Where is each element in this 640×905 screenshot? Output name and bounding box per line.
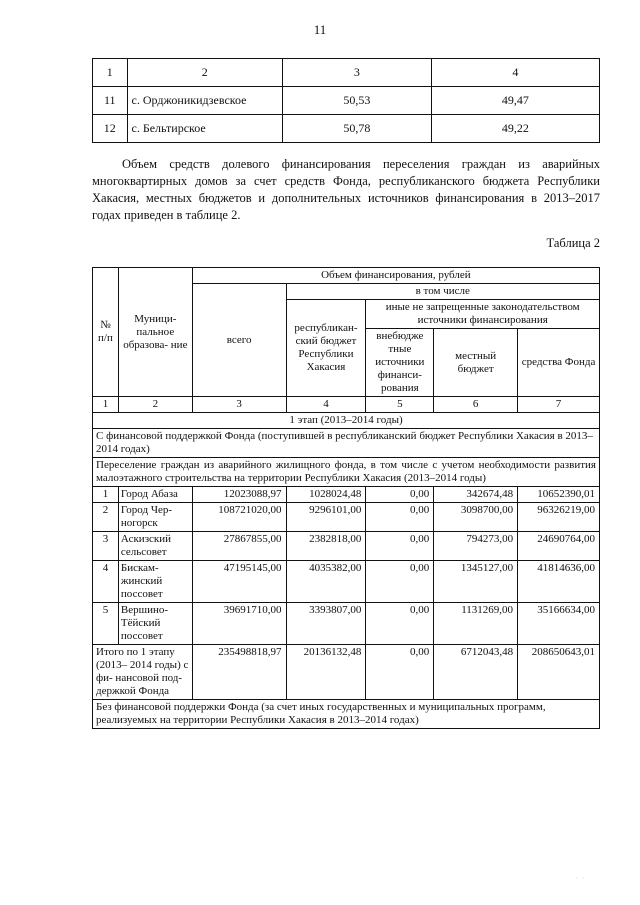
republic-cell: 4035382,00 (286, 561, 366, 603)
table-row (93, 115, 600, 143)
stage-title: 1 этап (2013–2014 годы) (93, 413, 600, 429)
header-total: всего (192, 284, 286, 397)
republic-cell: 1028024,48 (286, 487, 366, 503)
header-municipality: Муници- пальное образова- ние (118, 268, 192, 397)
row-number: 1 (93, 487, 119, 503)
local-cell: 3098700,00 (434, 503, 518, 532)
row-number: 12 (93, 115, 128, 143)
total-cell: 108721020,00 (192, 503, 286, 532)
municipality-name: Бискам- жинский поссовет (118, 561, 192, 603)
fund-cell: 208650643,01 (518, 645, 600, 700)
table-row (93, 603, 600, 645)
republic-cell: 9296101,00 (286, 503, 366, 532)
column-number: 7 (518, 397, 600, 413)
fund-cell: 24690764,00 (518, 532, 600, 561)
republic-cell: 3393807,00 (286, 603, 366, 645)
value-cell: 49,22 (431, 115, 599, 143)
resettlement-program: Переселение граждан из аварийного жилищного фонда, в том числе с учетом необходимости развития малоэтажного строительства на территории Республики Хакасия (2013–2014 годы) (93, 458, 600, 487)
settlement-name: с. Бельтирское (127, 115, 282, 143)
value-cell: 49,47 (431, 87, 599, 115)
header-cell: 2 (127, 59, 282, 87)
header-other-sources: иные не запрещенные законодательством источники финансирования (366, 300, 600, 329)
column-number: 2 (118, 397, 192, 413)
header-cell: 4 (431, 59, 599, 87)
fund-cell: 41814636,00 (518, 561, 600, 603)
offbudget-cell: 0,00 (366, 532, 434, 561)
offbudget-cell: 0,00 (366, 487, 434, 503)
header-including: в том числе (286, 284, 599, 300)
column-number: 3 (192, 397, 286, 413)
table-header-row (93, 59, 600, 87)
local-cell: 1131269,00 (434, 603, 518, 645)
total-cell: 39691710,00 (192, 603, 286, 645)
republic-cell: 20136132,48 (286, 645, 366, 700)
row-number: 3 (93, 532, 119, 561)
settlement-name: с. Орджоникидзевское (127, 87, 282, 115)
column-number: 4 (286, 397, 366, 413)
local-cell: 794273,00 (434, 532, 518, 561)
header-volume: Объем финансирования, рублей (192, 268, 599, 284)
column-numbers-row (93, 397, 600, 413)
table-row (93, 503, 600, 532)
total-cell: 27867855,00 (192, 532, 286, 561)
total-row (93, 645, 600, 700)
table-row (93, 532, 600, 561)
fund-cell: 10652390,01 (518, 487, 600, 503)
total-label: Итого по 1 этапу (2013– 2014 годы) с фи- нансовой под- держкой Фонда (93, 645, 193, 700)
table-row (93, 87, 600, 115)
offbudget-cell: 0,00 (366, 561, 434, 603)
row-number: 5 (93, 603, 119, 645)
local-cell: 342674,48 (434, 487, 518, 503)
header-local-budget: местный бюджет (434, 329, 518, 397)
fund-cell: 35166634,00 (518, 603, 600, 645)
local-cell: 1345127,00 (434, 561, 518, 603)
total-cell: 47195145,00 (192, 561, 286, 603)
header-cell: 1 (93, 59, 128, 87)
section-with-fund: С финансовой поддержкой Фонда (поступившей в республиканский бюджет Республики Хакасия в 2013–2014 годах) (93, 429, 600, 458)
municipality-name: Город Абаза (118, 487, 192, 503)
offbudget-cell: 0,00 (366, 503, 434, 532)
table-row (93, 561, 600, 603)
header-offbudget: внебюдже тные источники финанси- рования (366, 329, 434, 397)
local-cell: 6712043,48 (434, 645, 518, 700)
continuation-table (92, 58, 600, 143)
column-number: 5 (366, 397, 434, 413)
column-number: 6 (434, 397, 518, 413)
financing-table (92, 267, 600, 729)
row-number: 4 (93, 561, 119, 603)
total-cell: 235498818,97 (192, 645, 286, 700)
municipality-name: Аскизский сельсовет (118, 532, 192, 561)
table-row (93, 487, 600, 503)
municipality-name: Город Чер- ногорск (118, 503, 192, 532)
header-num: № п/п (93, 268, 119, 397)
header-fund: средства Фонда (518, 329, 600, 397)
republic-cell: 2382818,00 (286, 532, 366, 561)
section-without-fund: Без финансовой поддержки Фонда (за счет иных государственных и муниципальных программ, реализуемых на территории Республики Хакасия в 2013–2014 годах) (93, 700, 600, 729)
value-cell: 50,53 (282, 87, 431, 115)
fund-cell: 96326219,00 (518, 503, 600, 532)
municipality-name: Вершино- Тёйский поссовет (118, 603, 192, 645)
row-number: 11 (93, 87, 128, 115)
scan-mark: · · (575, 874, 586, 883)
offbudget-cell: 0,00 (366, 603, 434, 645)
row-number: 2 (93, 503, 119, 532)
header-cell: 3 (282, 59, 431, 87)
offbudget-cell: 0,00 (366, 645, 434, 700)
page-number: 11 (313, 22, 327, 37)
column-number: 1 (93, 397, 119, 413)
table-caption: Таблица 2 (546, 236, 600, 250)
value-cell: 50,78 (282, 115, 431, 143)
total-cell: 12023088,97 (192, 487, 286, 503)
header-republic-budget: республикан- ский бюджет Республики Хакасия (286, 300, 366, 397)
body-paragraph: Объем средств долевого финансирования переселения граждан из аварийных многоквартирных домов за счет средств Фонда, республиканского бюджета Республики Хакасия, местных бюджетов и дополнительных источников финансирования в 2013–2017 годах приведен в таблице 2. (92, 157, 600, 222)
